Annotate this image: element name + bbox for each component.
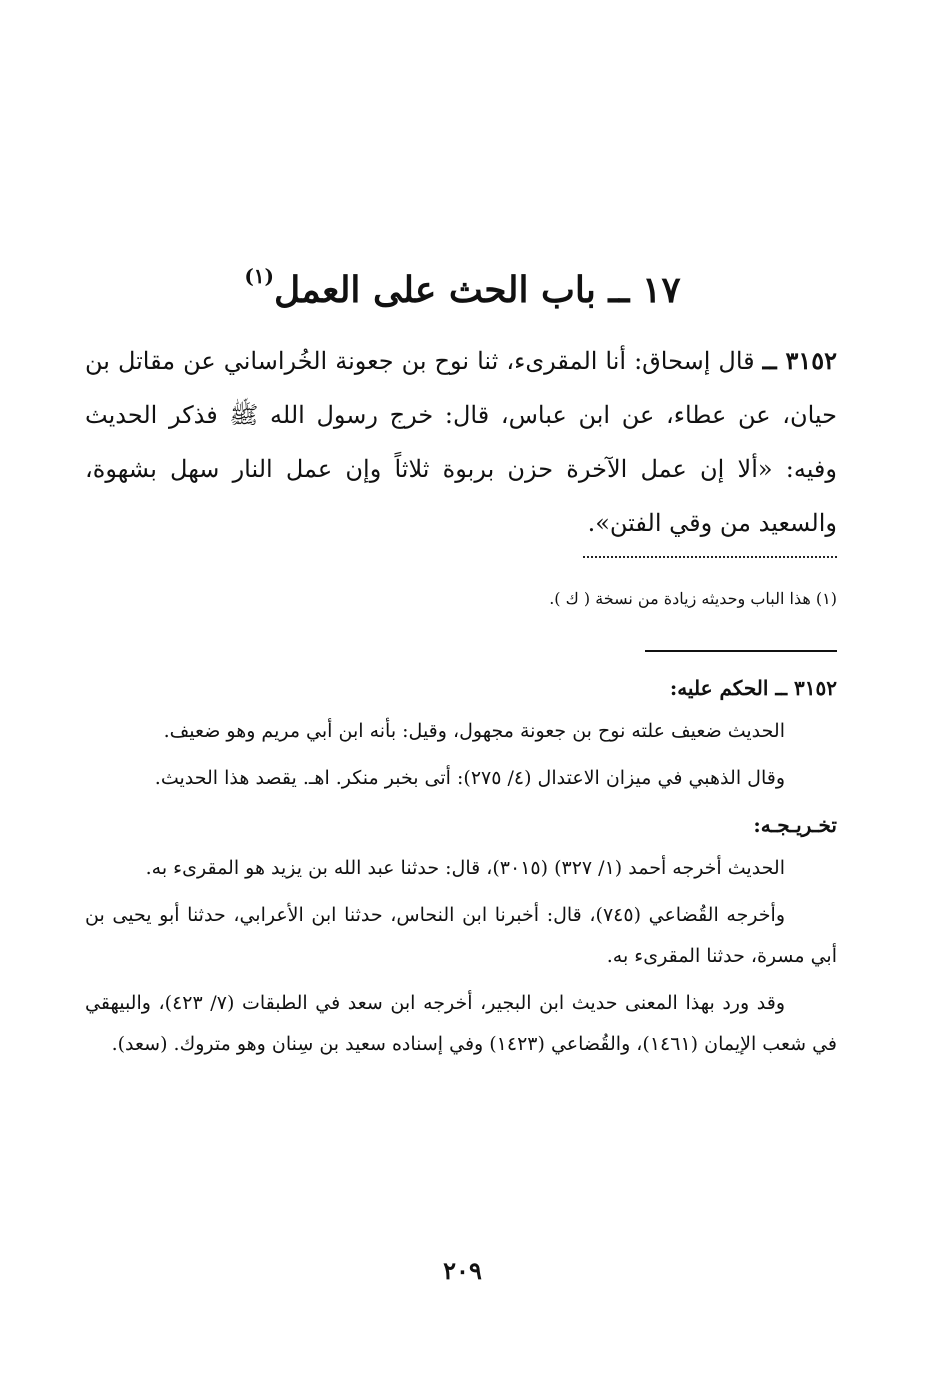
ruling-heading: ٣١٥٢ ــ الحكم عليه: <box>669 676 837 700</box>
commentary-divider <box>645 650 837 652</box>
page-number: ٢٠٩ <box>443 1256 482 1285</box>
hadith-number: ٣١٥٢ ــ <box>762 346 837 375</box>
chapter-title <box>0 252 925 320</box>
takhrij-paragraph-3: وقد ورد بهذا المعنى حديث ابن البجير، أخرجه ابن سعد في الطبقات (٧/ ٤٢٣)، والبيهقي في شعب الإيمان (١٤٦١)، والقُضاعي (١٤٢٣) وفي إسناده سعيد بن سِنان وهو متروك. (سعد). <box>85 992 837 1055</box>
commentary-section <box>85 668 837 1071</box>
footnote-separator <box>583 556 837 562</box>
footnote-marker: (١) <box>244 264 274 289</box>
takhrij-paragraph-1: الحديث أخرجه أحمد (١/ ٣٢٧) (٣٠١٥)، قال: حدثنا عبد الله بن يزيد هو المقرىء به. <box>145 857 785 879</box>
footnote: (١) هذا الباب وحديثه زيادة من نسخة ( ك ). <box>549 589 837 608</box>
hadith-body: قال إسحاق: أنا المقرىء، ثنا نوح بن جعونة الخُراساني عن مقاتل بن حيان، عن عطاء، عن ابن عباس، قال: خرج رسول الله ﷺ فذكر الحديث وفيه: «ألا إن عمل الآخرة حزن بربوة ثلاثاً وإن عمل النار سهل بشهوة، والسعيد من وقي الفتن». <box>85 347 837 537</box>
takhrij-heading: تخـريـجـه: <box>753 813 837 837</box>
ruling-paragraph-2: وقال الذهبي في ميزان الاعتدال (٤/ ٢٧٥): أتى بخبر منكر. اهـ. يقصد هذا الحديث. <box>154 767 785 789</box>
takhrij-paragraph-2: وأخرجه القُضاعي (٧٤٥)، قال: أخبرنا ابن النحاس، حدثنا ابن الأعرابي، حدثنا أبو يحيى بن أبي مسرة، حدثنا المقرىء به. <box>85 904 837 967</box>
hadith-text-block <box>85 334 837 550</box>
ruling-paragraph-1: الحديث ضعيف علته نوح بن جعونة مجهول، وقيل: بأنه ابن أبي مريم وهو ضعيف. <box>163 720 785 742</box>
chapter-title-text: ١٧ ــ باب الحث على العمل <box>274 269 681 312</box>
